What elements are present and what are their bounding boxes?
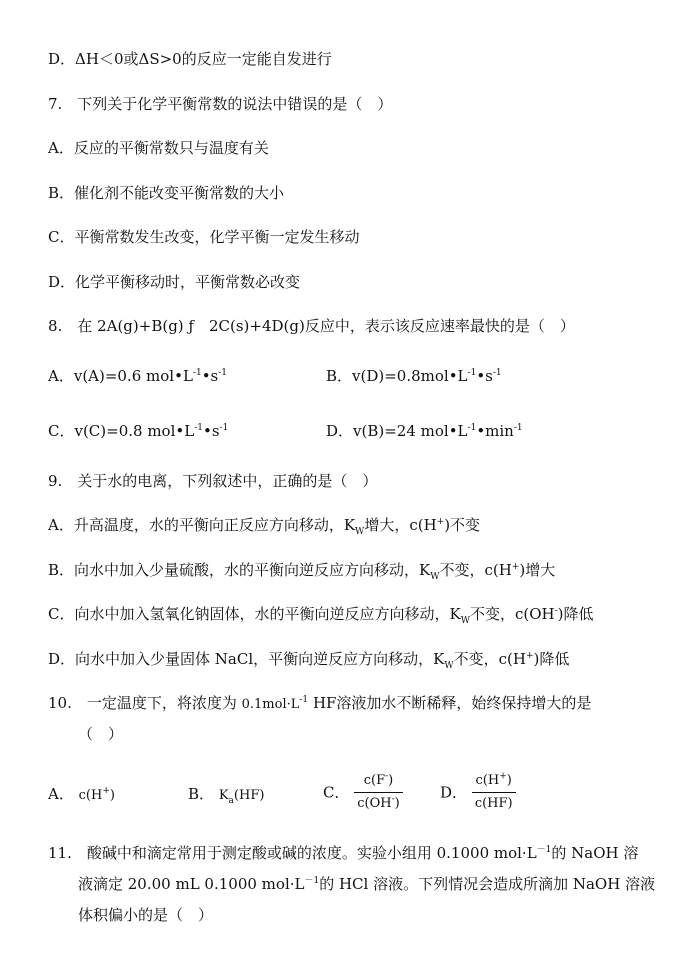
q10-option-b: B． $K_a(HF)$ — [188, 785, 265, 806]
q8-option-b: B．$v(D)=0.8mol•L^{-1}•s^{-1}$ — [326, 367, 502, 385]
q9-option-d: D．向水中加入少量固体 NaCl，平衡向逆反应方向移动，$K_W$不变，c(H+)降低 — [48, 650, 570, 671]
option-label: C． — [323, 783, 350, 802]
option-label: B． — [326, 367, 353, 385]
option-label: D． — [440, 783, 468, 802]
q9-stem: 9. 关于水的电离，下列叙述中，正确的是（ ） — [48, 472, 378, 490]
q7-stem: 7. 下列关于化学平衡常数的说法中错误的是（ ） — [48, 95, 393, 113]
q9-option-a: A．升高温度，水的平衡向正反应方向移动，$K_W$增大，c(H+)不变 — [48, 516, 481, 537]
q7-option-d: D．化学平衡移动时，平衡常数必改变 — [48, 273, 301, 291]
q10-option-a: A． c(H+) — [48, 785, 115, 803]
q6-option-d: D．ΔH＜0或ΔS>0的反应一定能自发进行 — [48, 50, 332, 68]
q7-option-b: B．催化剂不能改变平衡常数的大小 — [48, 184, 285, 202]
q9-option-b: B．向水中加入少量硫酸，水的平衡向逆反应方向移动，$K_W$不变，c(H+)增大 — [48, 561, 556, 582]
fraction-denominator: c(HF) — [472, 792, 516, 814]
q10-option-d — [440, 771, 516, 814]
q8-stem: 8. 在 2A(g)+B(g) ƒ 2C(s)+4D(g)反应中，表示该反应速率最快的是（ ） — [48, 317, 575, 335]
option-label: A． — [48, 785, 74, 803]
q10-option-c — [323, 771, 403, 814]
fraction — [354, 771, 402, 814]
q11-stem-line1: 11. 酸碱中和滴定常用于测定酸或碱的浓度。实验小组用 0.1000 $mol\cdot L^{-1}$的 NaOH 溶 — [48, 844, 639, 862]
q11-stem-line3: 体积偏小的是（ ） — [78, 906, 214, 924]
q9-option-c: C．向水中加入氢氧化钠固体，水的平衡向逆反应方向移动，$K_W$不变，c(OH-)降低 — [48, 605, 594, 626]
q8-option-c: C．v(C)=0.8 $mol•L^{-1}•s^{-1}$ — [48, 422, 229, 440]
q7-option-c: C．平衡常数发生改变，化学平衡一定发生移动 — [48, 228, 360, 246]
fraction-numerator: c(H+) — [475, 771, 512, 788]
q8-option-d: D．v(B)=24 $mol•L^{-1}•\min^{-1}$ — [326, 422, 523, 440]
q10-stem: 10. 一定温度下，将浓度为 $0.1mol\cdot L^{-1}$ HF溶液加水不断稀释，始终保持增大的是 — [48, 694, 592, 712]
fraction-denominator: c(OH-) — [354, 792, 402, 814]
q11-stem-line2: 液滴定 20.00 mL 0.1000 $mol\cdot L^{-1}$的 HCl 溶液。下列情况会造成所滴加 NaOH 溶液 — [78, 875, 656, 893]
option-label: D． — [326, 422, 354, 440]
q7-option-a: A．反应的平衡常数只与温度有关 — [48, 139, 269, 157]
option-label: A． — [48, 367, 74, 385]
q10-answer-paren: （ ） — [78, 725, 124, 743]
fraction-numerator: c(F-) — [363, 771, 394, 788]
q8-option-a: A．v(A)=0.6 $mol•L^{-1}•s^{-1}$ — [48, 367, 228, 385]
option-label: C． — [48, 422, 75, 440]
option-label: B． — [188, 785, 215, 803]
fraction — [472, 771, 516, 814]
